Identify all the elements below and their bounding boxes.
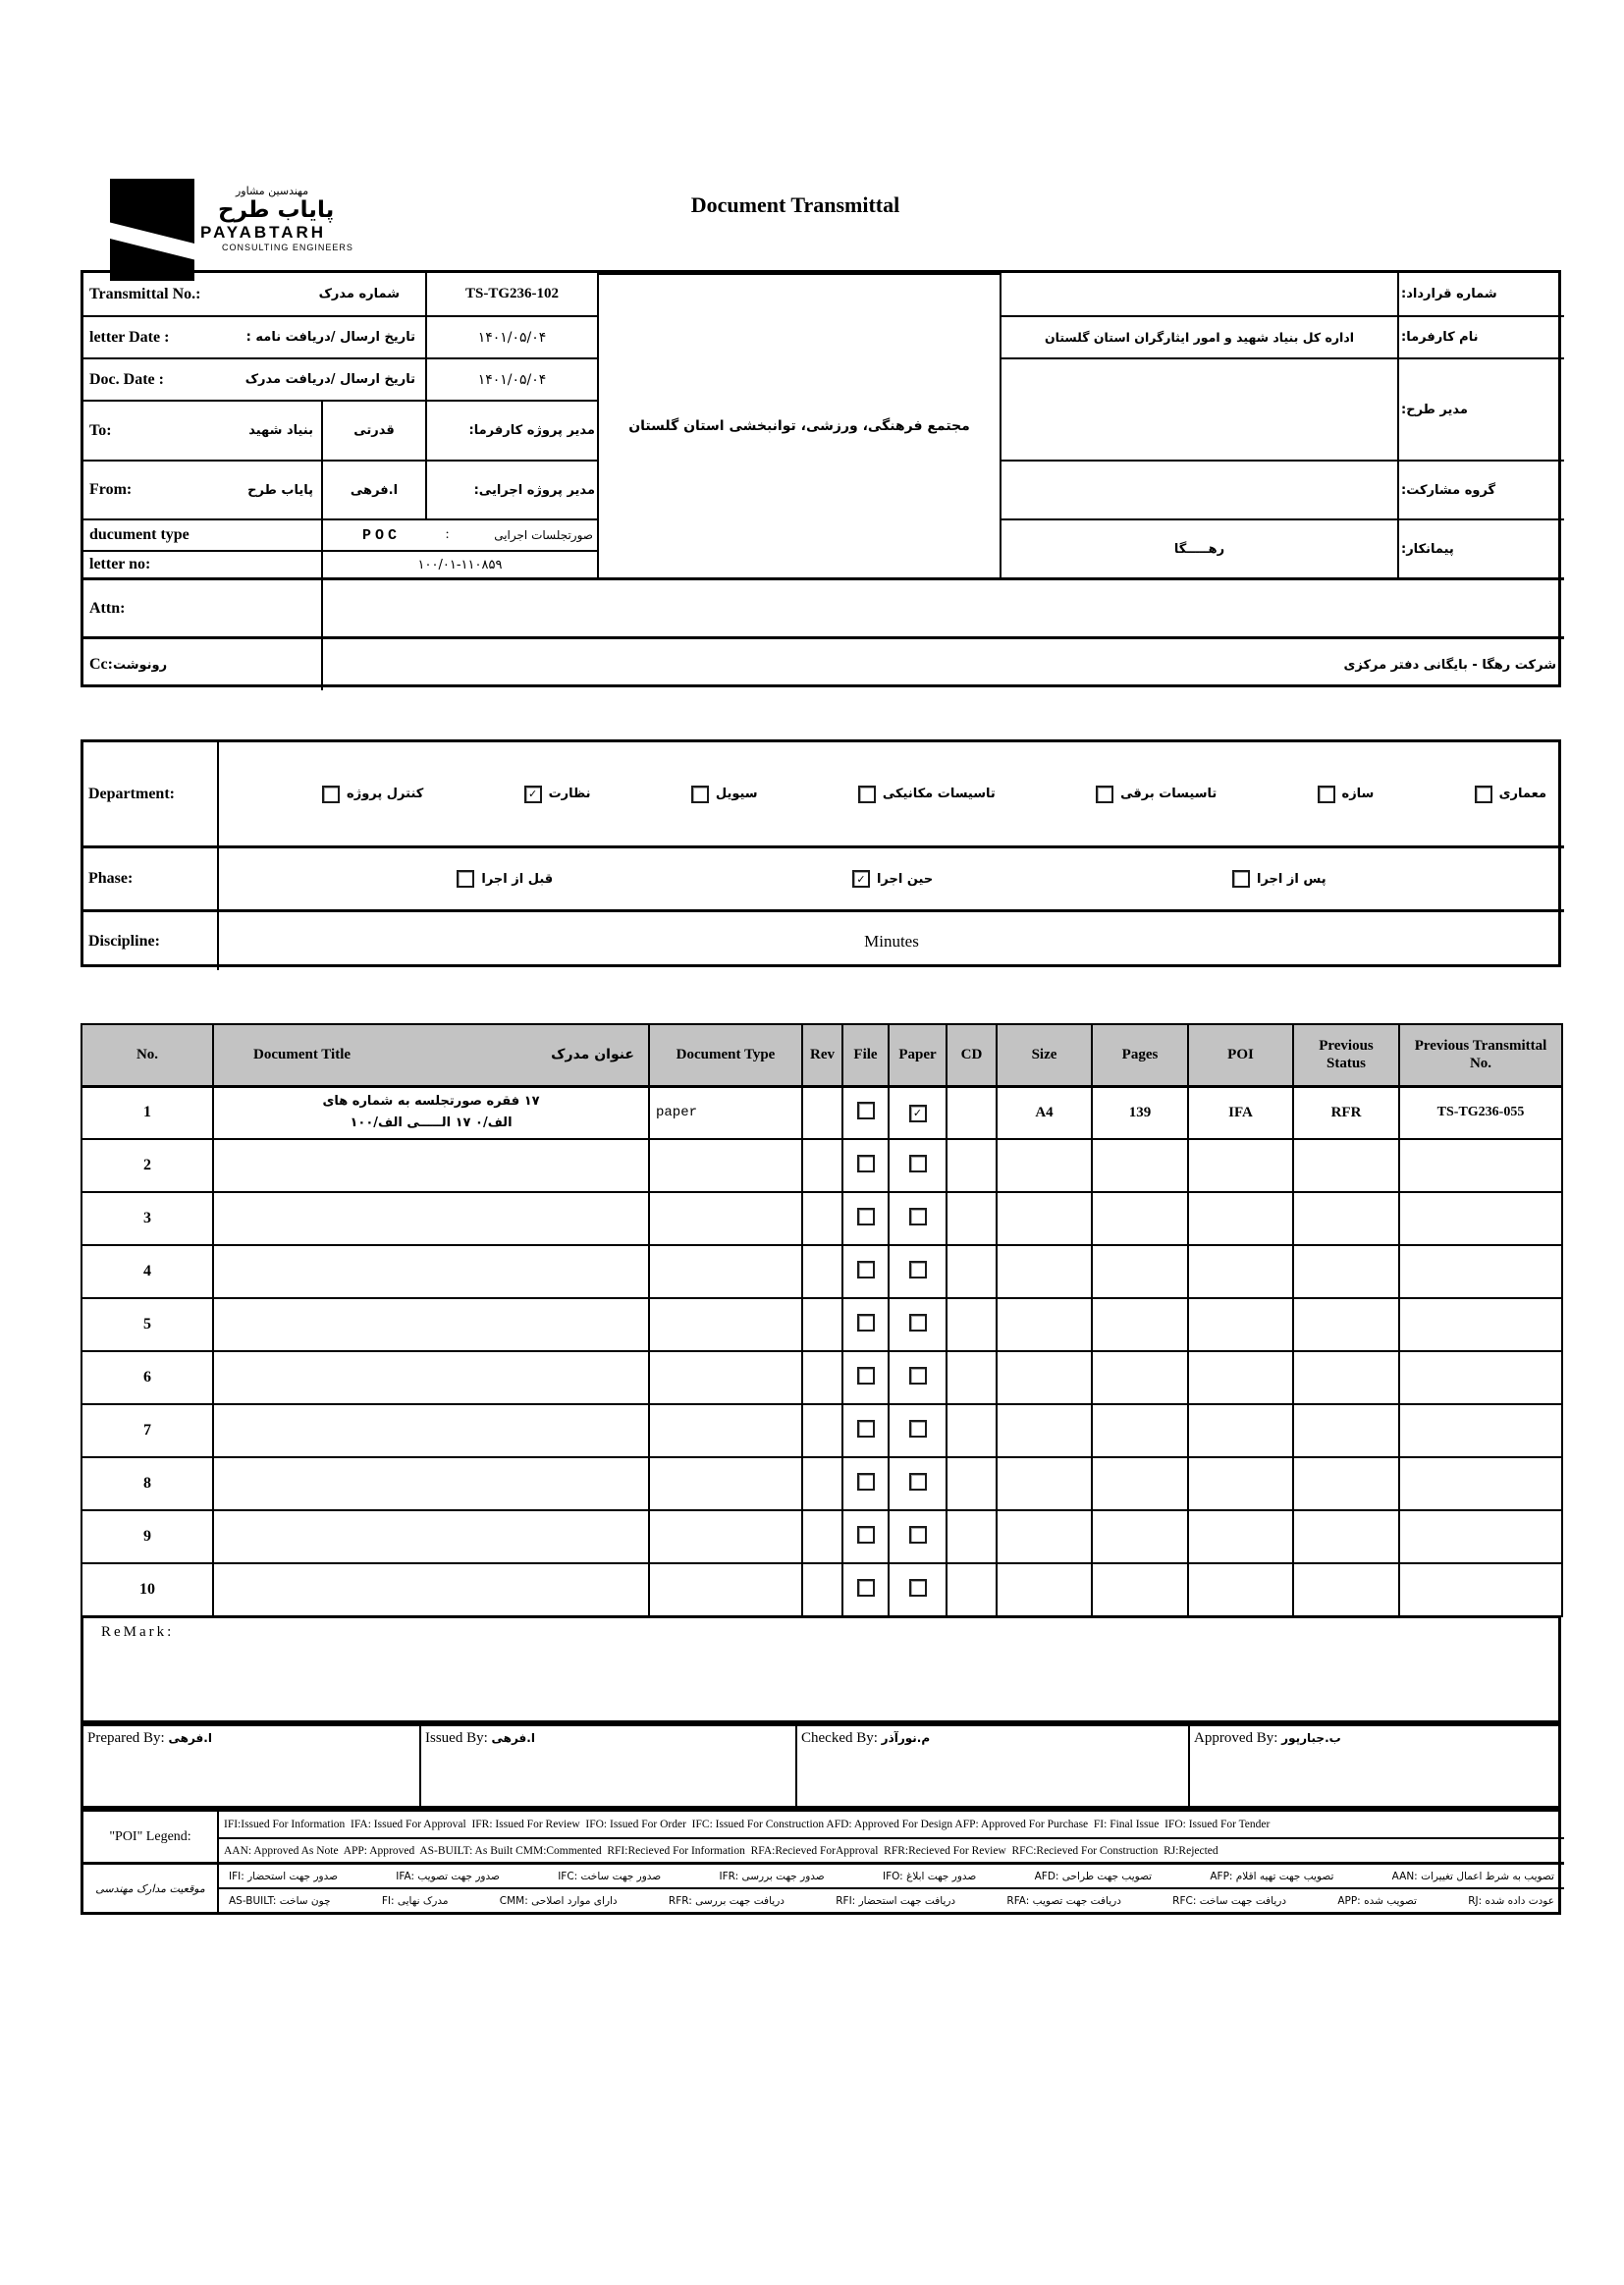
header-info-table xyxy=(81,270,1561,687)
client-pm-label: مدیر پروژه کارفرما: xyxy=(425,400,597,460)
row-poi xyxy=(1188,1245,1293,1298)
option-item xyxy=(858,786,996,803)
legend-entry: AAN: تصویب به شرط اعمال تغییرات xyxy=(1391,1870,1554,1882)
discipline-label: Discipline: xyxy=(83,909,217,970)
row-poi: IFA xyxy=(1188,1086,1293,1139)
file-checkbox[interactable] xyxy=(857,1473,875,1491)
option-checkbox[interactable] xyxy=(1318,786,1335,803)
row-doc-type xyxy=(649,1192,802,1245)
row-file xyxy=(842,1139,889,1192)
cc-label: Cc: رونوشت xyxy=(83,636,321,690)
option-checkbox[interactable]: ✓ xyxy=(524,786,542,803)
checked-by-name: م.نورآذر xyxy=(881,1731,931,1745)
file-checkbox[interactable] xyxy=(857,1579,875,1597)
row-prev-transmittal xyxy=(1399,1298,1562,1351)
row-paper xyxy=(889,1086,947,1139)
col-no: No. xyxy=(81,1024,213,1086)
table-header-row xyxy=(81,1024,1562,1086)
row-cd xyxy=(947,1404,997,1457)
legend-entry: AS-BUILT: چون ساخت xyxy=(229,1894,331,1907)
table-row xyxy=(81,1351,1562,1404)
col-rev: Rev xyxy=(802,1024,842,1086)
row-title xyxy=(213,1139,649,1192)
logo-en-name: PAYABTARH xyxy=(200,223,327,242)
row-rev xyxy=(802,1139,842,1192)
poi-legend-table xyxy=(81,1809,1561,1915)
row-prev-transmittal xyxy=(1399,1563,1562,1616)
row-doc-type xyxy=(649,1139,802,1192)
row-prev-status xyxy=(1293,1139,1399,1192)
table-row xyxy=(81,1245,1562,1298)
row-title xyxy=(213,1192,649,1245)
row-pages xyxy=(1092,1298,1188,1351)
row-rev xyxy=(802,1457,842,1510)
option-checkbox[interactable] xyxy=(858,786,876,803)
row-cd xyxy=(947,1298,997,1351)
row-prev-transmittal xyxy=(1399,1351,1562,1404)
row-paper xyxy=(889,1510,947,1563)
row-cd xyxy=(947,1563,997,1616)
row-poi xyxy=(1188,1351,1293,1404)
row-rev xyxy=(802,1510,842,1563)
poi-legend-fa-line1 xyxy=(217,1862,1564,1887)
logo-fa-name: پایاب طرح xyxy=(218,197,335,223)
row-pages: 139 xyxy=(1092,1086,1188,1139)
table-row xyxy=(81,1086,1562,1139)
row-paper xyxy=(889,1245,947,1298)
row-size xyxy=(997,1510,1092,1563)
col-doc-type: Document Type xyxy=(649,1024,802,1086)
row-cd xyxy=(947,1139,997,1192)
row-no: 5 xyxy=(81,1298,213,1351)
legend-entry: RFC: دریافت جهت ساخت xyxy=(1172,1894,1287,1907)
issued-by-name: ا.فرهی xyxy=(491,1731,535,1745)
row-file xyxy=(842,1457,889,1510)
prepared-by-cell: Prepared By: ا.فرهی xyxy=(87,1730,212,1746)
col-prev-status: Previous Status xyxy=(1293,1024,1399,1086)
file-checkbox[interactable] xyxy=(857,1367,875,1385)
row-size xyxy=(997,1563,1092,1616)
page-title: Document Transmittal xyxy=(690,192,900,217)
row-doc-type xyxy=(649,1457,802,1510)
design-manager-label: مدیر طرح: xyxy=(1397,357,1564,460)
table-row xyxy=(81,1139,1562,1192)
row-cd xyxy=(947,1351,997,1404)
paper-checkbox[interactable] xyxy=(909,1314,927,1332)
option-checkbox[interactable] xyxy=(1232,870,1250,888)
option-checkbox[interactable] xyxy=(691,786,709,803)
legend-entry: APP: تصویب شده xyxy=(1337,1894,1417,1907)
col-paper: Paper xyxy=(889,1024,947,1086)
row-title xyxy=(213,1510,649,1563)
poi-legend-label: "POI" Legend: xyxy=(109,1828,191,1844)
doc-date-label: Doc. Date : تاریخ ارسال /دریافت مدرک xyxy=(83,357,425,400)
discipline-value: Minutes xyxy=(217,909,1564,970)
approved-by-cell: Approved By: ب.جبارپور xyxy=(1188,1726,1564,1806)
file-checkbox[interactable] xyxy=(857,1314,875,1332)
legend-entry: RFI: دریافت جهت استحضار xyxy=(836,1894,956,1907)
row-size xyxy=(997,1298,1092,1351)
from-field: From: پایاب طرح xyxy=(83,460,321,518)
row-size xyxy=(997,1351,1092,1404)
issued-by-cell: Issued By: ا.فرهی xyxy=(419,1726,795,1806)
design-manager-value xyxy=(1000,357,1397,460)
row-no: 8 xyxy=(81,1457,213,1510)
row-file xyxy=(842,1351,889,1404)
row-doc-type xyxy=(649,1510,802,1563)
row-pages xyxy=(1092,1139,1188,1192)
row-poi xyxy=(1188,1139,1293,1192)
row-doc-type xyxy=(649,1404,802,1457)
table-row xyxy=(81,1510,1562,1563)
letter-no-value: ۱۰۰/۰۱-۱۱۰۸۵۹ xyxy=(321,550,597,577)
row-no: 2 xyxy=(81,1139,213,1192)
department-options xyxy=(217,742,1564,845)
row-no: 10 xyxy=(81,1563,213,1616)
row-rev xyxy=(802,1563,842,1616)
to-person: قدرتی xyxy=(321,400,425,460)
legend-entry: IFO: صدور جهت ابلاغ xyxy=(882,1870,977,1882)
paper-checkbox[interactable] xyxy=(909,1367,927,1385)
option-item xyxy=(852,870,933,888)
row-prev-status xyxy=(1293,1510,1399,1563)
row-prev-status xyxy=(1293,1245,1399,1298)
col-cd: CD xyxy=(947,1024,997,1086)
document-type-label: ducument type xyxy=(83,518,321,550)
row-poi xyxy=(1188,1192,1293,1245)
row-size xyxy=(997,1457,1092,1510)
logo-swoosh-icon xyxy=(110,221,194,267)
row-rev xyxy=(802,1086,842,1139)
row-rev xyxy=(802,1245,842,1298)
row-prev-transmittal xyxy=(1399,1457,1562,1510)
row-prev-status xyxy=(1293,1192,1399,1245)
row-prev-status xyxy=(1293,1457,1399,1510)
poi-legend-en-line1: IFI:Issued For Information IFA: Issued For Approval IFR: Issued For Review IFO: Issued For Order IFC: Issued For Construction AFD: Approved For Design AFP: Approved For Purchase FI: Final Issue IFO: Issued For Tender xyxy=(217,1812,1564,1837)
row-cd xyxy=(947,1192,997,1245)
attn-label: Attn: xyxy=(83,577,321,636)
row-size xyxy=(997,1139,1092,1192)
row-paper xyxy=(889,1298,947,1351)
row-doc-type xyxy=(649,1245,802,1298)
row-doc-type: paper xyxy=(649,1086,802,1139)
legend-entry: RFR: دریافت جهت بررسی xyxy=(668,1894,785,1907)
row-prev-transmittal xyxy=(1399,1510,1562,1563)
row-rev xyxy=(802,1404,842,1457)
option-checkbox[interactable]: ✓ xyxy=(852,870,870,888)
option-item xyxy=(1318,786,1375,803)
option-label: معماری xyxy=(1498,787,1546,801)
letter-date-label: letter Date : تاریخ ارسال /دریافت نامه : xyxy=(83,315,425,357)
checked-by-cell: Checked By: م.نورآذر xyxy=(795,1726,1188,1806)
legend-entry: IFR: صدور جهت بررسی xyxy=(719,1870,825,1882)
row-file xyxy=(842,1298,889,1351)
option-item xyxy=(524,786,591,803)
table-row xyxy=(81,1298,1562,1351)
option-label: پس از اجرا xyxy=(1257,871,1326,887)
row-paper xyxy=(889,1139,947,1192)
option-item xyxy=(457,870,553,888)
table-row xyxy=(81,1457,1562,1510)
row-rev xyxy=(802,1192,842,1245)
table-row xyxy=(81,1563,1562,1616)
row-doc-type xyxy=(649,1563,802,1616)
file-checkbox[interactable] xyxy=(857,1526,875,1544)
row-pages xyxy=(1092,1245,1188,1298)
row-prev-transmittal xyxy=(1399,1139,1562,1192)
option-label: تاسیسات برقی xyxy=(1120,787,1218,801)
paper-checkbox[interactable]: ✓ xyxy=(909,1105,927,1122)
paper-checkbox[interactable] xyxy=(909,1526,927,1544)
legend-entry: RJ: عودت داده شده xyxy=(1468,1894,1554,1907)
row-poi xyxy=(1188,1563,1293,1616)
row-doc-type xyxy=(649,1351,802,1404)
row-no: 6 xyxy=(81,1351,213,1404)
paper-checkbox[interactable] xyxy=(909,1261,927,1279)
partnership-label: گروه مشارکت: xyxy=(1397,460,1564,518)
option-item xyxy=(691,786,758,803)
row-size: A4 xyxy=(997,1086,1092,1139)
legend-entry: FI: مدرک نهایی xyxy=(381,1894,449,1907)
col-size: Size xyxy=(997,1024,1092,1086)
row-title xyxy=(213,1351,649,1404)
exec-pm-label: مدیر پروژه اجرایی: xyxy=(425,460,597,518)
option-label: نظارت xyxy=(548,787,591,801)
row-no: 9 xyxy=(81,1510,213,1563)
paper-checkbox[interactable] xyxy=(909,1155,927,1172)
option-checkbox[interactable] xyxy=(322,786,340,803)
row-pages xyxy=(1092,1404,1188,1457)
row-cd xyxy=(947,1510,997,1563)
col-title: Document Title عنوان مدرک xyxy=(213,1024,649,1086)
row-size xyxy=(997,1245,1092,1298)
paper-checkbox[interactable] xyxy=(909,1208,927,1225)
row-rev xyxy=(802,1351,842,1404)
fa-legend-label: موقعیت مدارک مهندسی xyxy=(83,1862,217,1912)
row-file xyxy=(842,1192,889,1245)
row-title xyxy=(213,1298,649,1351)
file-checkbox[interactable] xyxy=(857,1261,875,1279)
option-item xyxy=(1096,786,1217,803)
legend-entry: AFP: تصویب جهت تهیه اقلام xyxy=(1210,1870,1334,1882)
project-name: مجتمع فرهنگی، ورزشی، توانبخشی استان گلستان xyxy=(597,273,1000,577)
document-type-value: POC : صورتجلسات اجرایی xyxy=(321,518,597,550)
row-doc-type xyxy=(649,1298,802,1351)
phase-options xyxy=(217,845,1564,909)
row-paper xyxy=(889,1404,947,1457)
signature-row xyxy=(81,1723,1561,1809)
row-rev xyxy=(802,1298,842,1351)
row-no: 3 xyxy=(81,1192,213,1245)
paper-checkbox[interactable] xyxy=(909,1579,927,1597)
table-row xyxy=(81,1192,1562,1245)
file-checkbox[interactable] xyxy=(857,1420,875,1438)
row-poi xyxy=(1188,1457,1293,1510)
row-poi xyxy=(1188,1404,1293,1457)
poi-legend-fa-line2 xyxy=(217,1887,1564,1912)
file-checkbox[interactable] xyxy=(857,1155,875,1172)
approved-by-name: ب.جبارپور xyxy=(1281,1731,1341,1745)
col-pages: Pages xyxy=(1092,1024,1188,1086)
row-file xyxy=(842,1086,889,1139)
row-poi xyxy=(1188,1510,1293,1563)
client-name-label: نام کارفرما: xyxy=(1397,315,1564,357)
legend-entry: CMM: دارای موارد اصلاحی xyxy=(499,1894,618,1907)
row-pages xyxy=(1092,1510,1188,1563)
to-field: To: بنیاد شهید xyxy=(83,400,321,460)
cc-value: شرکت رهگا - بایگانی دفتر مرکزی xyxy=(321,636,1564,690)
partnership-value xyxy=(1000,460,1397,518)
row-size xyxy=(997,1404,1092,1457)
row-pages xyxy=(1092,1457,1188,1510)
option-item xyxy=(322,786,423,803)
option-label: سازه xyxy=(1341,787,1375,801)
row-title: ۱۷ فقره صورتجلسه به شماره های الف/۰ ۱۷ الـــــی الف/۱۰۰ xyxy=(213,1086,649,1139)
col-prev-transmittal: Previous Transmittal No. xyxy=(1399,1024,1562,1086)
from-person: ا.فرهی xyxy=(321,460,425,518)
option-label: تاسیسات مکانیکی xyxy=(882,787,996,801)
row-prev-transmittal xyxy=(1399,1192,1562,1245)
row-prev-status: RFR xyxy=(1293,1086,1399,1139)
row-prev-transmittal: TS-TG236-055 xyxy=(1399,1086,1562,1139)
contractor-value: رهـــــگا xyxy=(1000,518,1397,577)
row-no: 4 xyxy=(81,1245,213,1298)
row-size xyxy=(997,1192,1092,1245)
row-title xyxy=(213,1457,649,1510)
classification-table xyxy=(81,739,1561,967)
row-prev-status xyxy=(1293,1563,1399,1616)
option-checkbox[interactable] xyxy=(1096,786,1113,803)
row-paper xyxy=(889,1192,947,1245)
contract-no-value xyxy=(1000,273,1397,315)
row-title xyxy=(213,1404,649,1457)
row-prev-status xyxy=(1293,1404,1399,1457)
row-prev-transmittal xyxy=(1399,1245,1562,1298)
phase-label: Phase: xyxy=(83,845,217,909)
row-prev-transmittal xyxy=(1399,1404,1562,1457)
option-checkbox[interactable] xyxy=(457,870,474,888)
paper-checkbox[interactable] xyxy=(909,1473,927,1491)
row-file xyxy=(842,1245,889,1298)
legend-entry: RFA: دریافت جهت تصویب xyxy=(1006,1894,1121,1907)
row-file xyxy=(842,1404,889,1457)
letter-no-label: letter no: xyxy=(83,550,321,577)
letter-date-value: ۱۴۰۱/۰۵/۰۴ xyxy=(425,315,597,357)
row-title xyxy=(213,1563,649,1616)
option-checkbox[interactable] xyxy=(1475,786,1492,803)
option-label: کنترل پروژه xyxy=(347,787,424,801)
col-file: File xyxy=(842,1024,889,1086)
file-checkbox[interactable] xyxy=(857,1208,875,1225)
client-name-value: اداره کل بنیاد شهید و امور ایثارگران استان گلستان xyxy=(1000,315,1397,357)
logo-fa-tagline: مهندسین مشاور xyxy=(236,185,309,197)
department-label: Department: xyxy=(88,785,175,802)
remark-label: ReMark: xyxy=(101,1624,175,1640)
row-file xyxy=(842,1510,889,1563)
contractor-label: پیمانکار: xyxy=(1397,518,1564,577)
paper-checkbox[interactable] xyxy=(909,1420,927,1438)
legend-entry: IFA: صدور جهت تصویب xyxy=(396,1870,500,1882)
table-row xyxy=(81,1404,1562,1457)
file-checkbox[interactable] xyxy=(857,1102,875,1119)
col-poi: POI xyxy=(1188,1024,1293,1086)
legend-entry: IFI: صدور جهت استحضار xyxy=(229,1870,339,1882)
transmittal-no-label: Transmittal No.: شماره مدرک xyxy=(89,285,400,302)
row-paper xyxy=(889,1563,947,1616)
row-cd xyxy=(947,1457,997,1510)
option-item xyxy=(1475,786,1546,803)
row-cd xyxy=(947,1245,997,1298)
row-title xyxy=(213,1245,649,1298)
row-prev-status xyxy=(1293,1351,1399,1404)
poi-legend-en-line2: AAN: Approved As Note APP: Approved AS-BUILT: As Built CMM:Commented RFI:Recieved For Information RFA:Recieved ForApproval RFR:Recieved For Review RFC:Recieved For Construction RJ:Rejected xyxy=(217,1837,1564,1862)
row-pages xyxy=(1092,1351,1188,1404)
row-prev-status xyxy=(1293,1298,1399,1351)
document-list-table xyxy=(81,1023,1563,1617)
option-label: قبل از اجرا xyxy=(481,871,554,887)
contract-no-label: شماره قرارداد: xyxy=(1397,273,1564,315)
remark-box xyxy=(81,1615,1561,1723)
row-poi xyxy=(1188,1298,1293,1351)
row-pages xyxy=(1092,1563,1188,1616)
row-no: 1 xyxy=(81,1086,213,1139)
row-paper xyxy=(889,1351,947,1404)
transmittal-no-value: TS-TG236-102 xyxy=(425,273,597,315)
prepared-by-name: ا.فرهی xyxy=(168,1731,212,1745)
row-paper xyxy=(889,1457,947,1510)
row-file xyxy=(842,1563,889,1616)
doc-date-value: ۱۴۰۱/۰۵/۰۴ xyxy=(425,357,597,400)
row-pages xyxy=(1092,1192,1188,1245)
option-item xyxy=(1232,870,1326,888)
option-label: حین اجرا xyxy=(876,871,934,887)
legend-entry: AFD: تصویب جهت طراحی xyxy=(1034,1870,1153,1882)
row-cd xyxy=(947,1086,997,1139)
logo-en-tagline: CONSULTING ENGINEERS xyxy=(222,243,353,252)
legend-entry: IFC: صدور جهت ساخت xyxy=(558,1870,662,1882)
attn-value xyxy=(321,577,1564,636)
option-label: سیویل xyxy=(715,787,758,801)
row-no: 7 xyxy=(81,1404,213,1457)
